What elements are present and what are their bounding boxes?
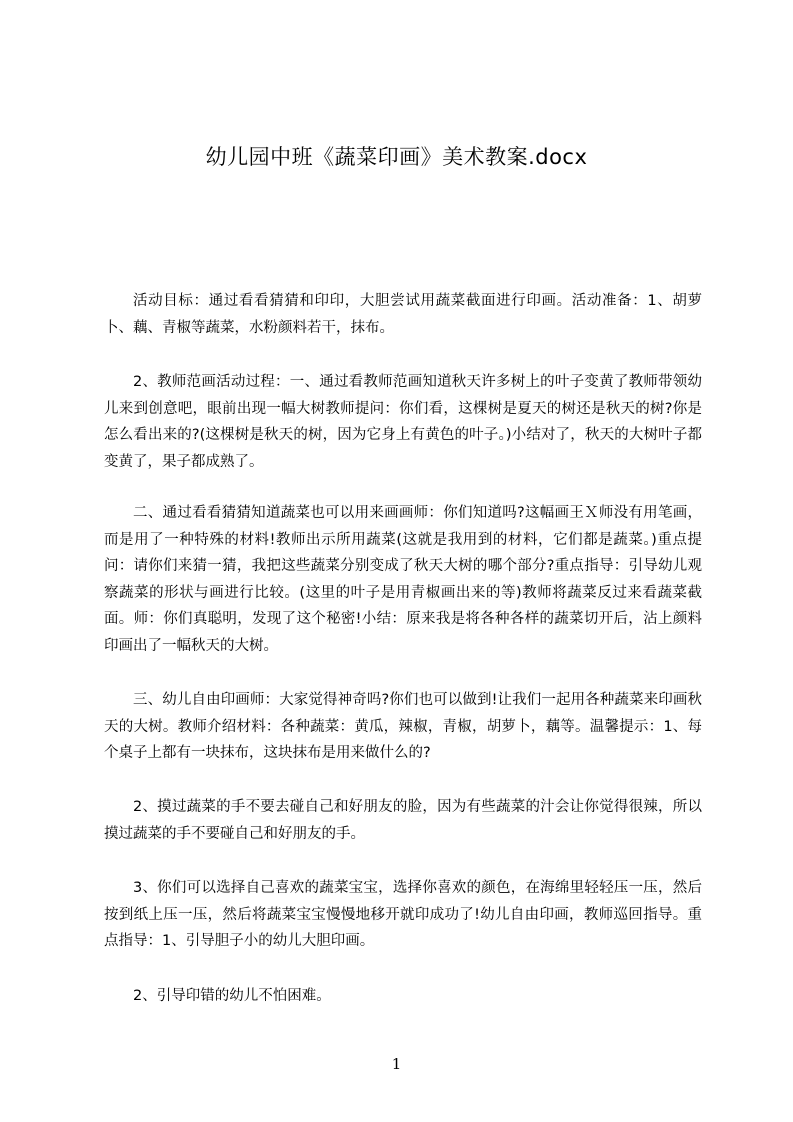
document-title: 幼儿园中班《蔬菜印画》美术教案.docx — [205, 145, 588, 169]
paragraph-tip-hands: 2、摸过蔬菜的手不要去碰自己和好朋友的脸，因为有些蔬菜的汁会让你觉得很辣，所以摸过蔬菜的手不要碰自己和好朋友的手。 — [104, 799, 702, 842]
paragraph-teacher-demo: 2、教师范画活动过程：一、通过看教师范画知道秋天许多树上的叶子变黄了教师带领幼儿来到创意吧，眼前出现一幅大树教师提问：你们看，这棵树是夏天的树还是秋天的树?你是怎么看出来的?(这棵树是秋天的树，因为它身上有黄色的叶子。)小结对了，秋天的大树叶子都变黄了，果子都成熟了。 — [104, 374, 702, 470]
paragraph-guess-vegetables: 二、通过看看猜猜知道蔬菜也可以用来画画师：你们知道吗?这幅画王Ｘ师没有用笔画，而是用了一种特殊的材料!教师出示所用蔬菜(这就是我用到的材料，它们都是蔬菜。)重点提问：请你们来猜一猜，我把这些蔬菜分别变成了秋天大树的哪个部分?重点指导：引导幼儿观察蔬菜的形状与画进行比较。(这里的叶子是用青椒画出来的等)教师将蔬菜反过来看蔬菜截面。师：你们真聪明，发现了这个秘密!小结：原来我是将各种各样的蔬菜切开后，沾上颜料印画出了一幅秋天的大树。 — [104, 505, 702, 654]
paragraph-choose-vegetable: 3、你们可以选择自己喜欢的蔬菜宝宝，选择你喜欢的颜色，在海绵里轻轻压一压，然后按到纸上压一压，然后将蔬菜宝宝慢慢地移开就印成功了!幼儿自由印画，教师巡回指导。重点指导：1、引导胆子小的幼儿大胆印画。 — [104, 880, 702, 949]
page-number: 1 — [391, 1055, 402, 1073]
paragraph-free-printing: 三、幼儿自由印画师：大家觉得神奇吗?你们也可以做到!让我们一起用各种蔬菜来印画秋天的大树。教师介绍材料：各种蔬菜：黄瓜，辣椒，青椒，胡萝卜，藕等。温馨提示：1、每个桌子上都有一块抹布，这块抹布是用来做什么的? — [104, 692, 702, 761]
paragraph-activity-goals: 活动目标：通过看看猜猜和印印，大胆尝试用蔬菜截面进行印画。活动准备：1、胡萝卜、藕、青椒等蔬菜，水粉颜料若干，抹布。 — [104, 293, 702, 336]
paragraph-guide-mistakes: 2、引导印错的幼儿不怕困难。 — [133, 988, 331, 1004]
